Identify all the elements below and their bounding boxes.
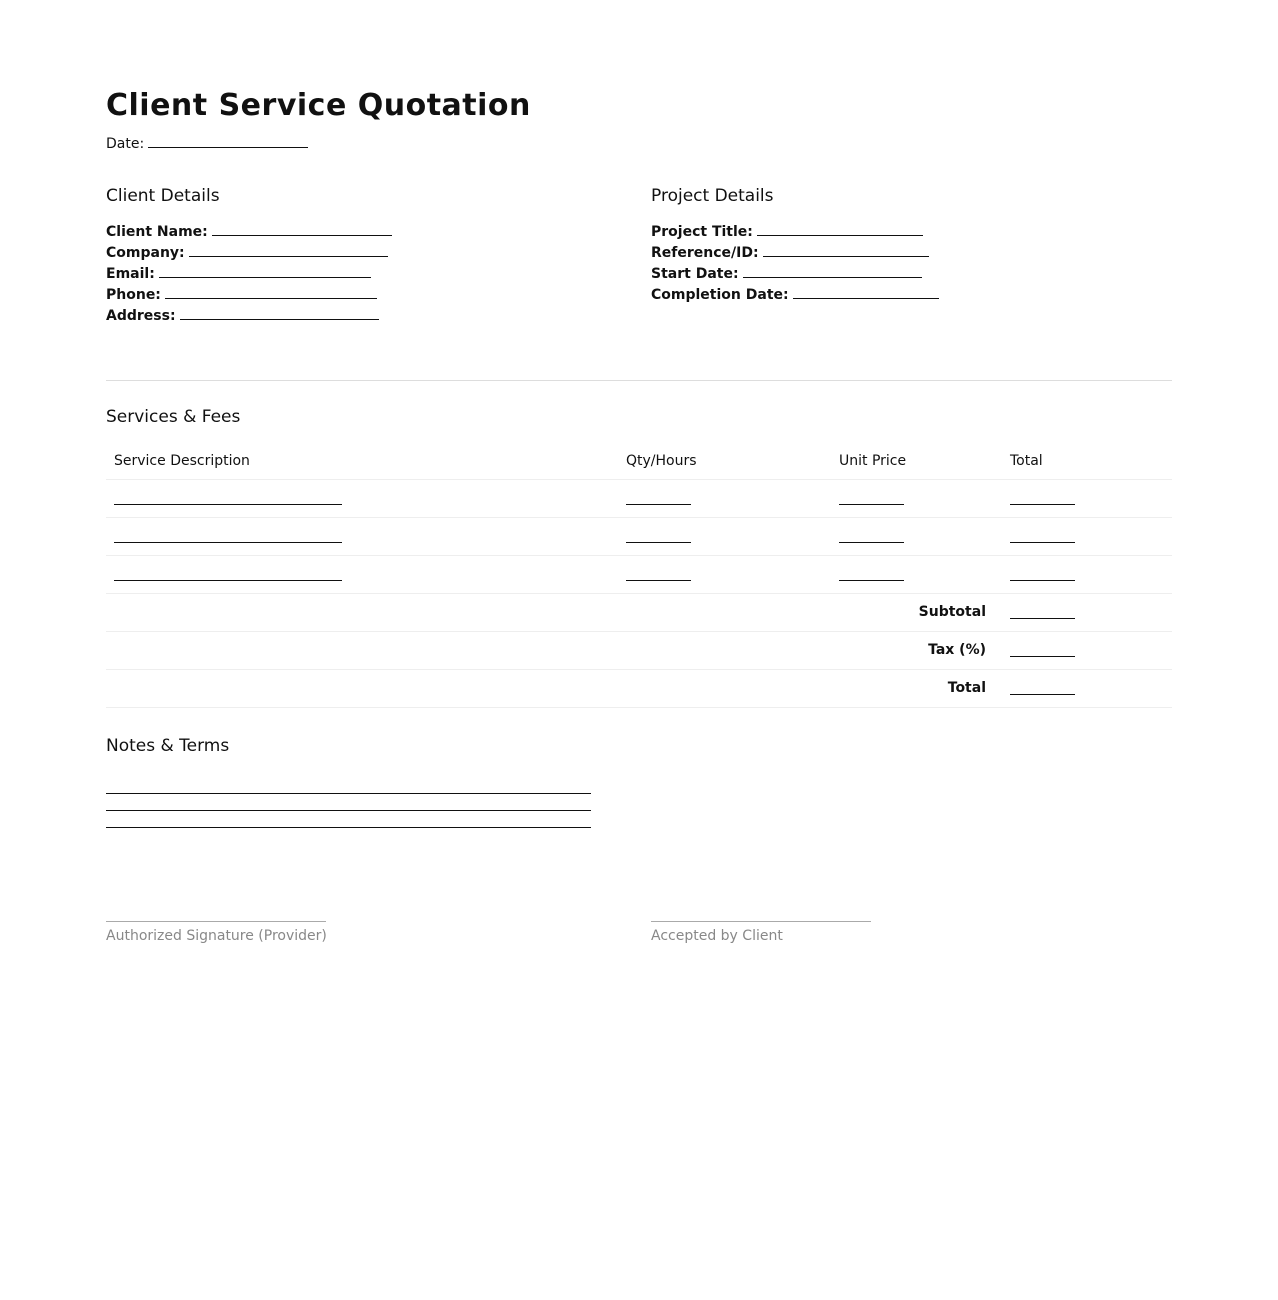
services-table (106, 443, 1172, 708)
field-label: Address: (106, 308, 176, 324)
column-header-total: Total (1002, 443, 1172, 479)
field-label: Start Date: (651, 266, 739, 282)
total-input-line[interactable] (1010, 493, 1075, 505)
qty-cell (618, 555, 831, 593)
qty-cell (618, 517, 831, 555)
client-fields (106, 222, 392, 327)
unit-price-cell (831, 479, 1002, 517)
qty-input-line[interactable] (626, 531, 691, 543)
qty-input-line[interactable] (626, 493, 691, 505)
date-label: Date: (106, 136, 145, 152)
phone-input-line[interactable] (165, 285, 377, 299)
date-input-line[interactable] (148, 134, 308, 148)
subtotal-row (106, 593, 1172, 631)
quotation-document (106, 86, 1172, 354)
provider-signature-line[interactable] (106, 921, 326, 922)
project-fields (651, 222, 939, 306)
unit-price-input-line[interactable] (839, 531, 904, 543)
field-label: Completion Date: (651, 287, 789, 303)
reference-id-input-line[interactable] (763, 243, 929, 257)
total-cell (1002, 555, 1172, 593)
notes-lines (106, 778, 706, 828)
section-divider (106, 380, 1172, 381)
grand-total-input-line[interactable] (1010, 683, 1075, 695)
completion-date-field (651, 285, 939, 306)
subtotal-cell (1002, 593, 1172, 631)
notes-input-line[interactable] (106, 778, 591, 794)
email-input-line[interactable] (159, 264, 371, 278)
tax-input-line[interactable] (1010, 645, 1075, 657)
address-input-line[interactable] (180, 306, 379, 320)
description-input-line[interactable] (114, 569, 342, 581)
qty-input-line[interactable] (626, 569, 691, 581)
provider-signature-label: Authorized Signature (Provider) (106, 928, 327, 944)
client-details (106, 184, 392, 327)
column-header-unit-price: Unit Price (831, 443, 1002, 479)
total-input-line[interactable] (1010, 569, 1075, 581)
grand-total-label: Total (106, 669, 1002, 707)
email-field (106, 264, 392, 285)
tax-row (106, 631, 1172, 669)
unit-price-cell (831, 555, 1002, 593)
field-label: Project Title: (651, 224, 753, 240)
total-input-line[interactable] (1010, 531, 1075, 543)
qty-cell (618, 479, 831, 517)
unit-price-input-line[interactable] (839, 569, 904, 581)
total-cell (1002, 517, 1172, 555)
notes-input-line[interactable] (106, 795, 591, 811)
tax-label: Tax (%) (106, 631, 1002, 669)
project-title-field (651, 222, 939, 243)
description-input-line[interactable] (114, 531, 342, 543)
grand-total-cell (1002, 669, 1172, 707)
client-signature-label: Accepted by Client (651, 928, 783, 944)
grand-total-row (106, 669, 1172, 707)
client-name-input-line[interactable] (212, 222, 392, 236)
phone-field (106, 285, 392, 306)
page-title: Client Service Quotation (106, 88, 531, 123)
table-row (106, 517, 1172, 555)
field-label: Reference/ID: (651, 245, 759, 261)
client-details-heading: Client Details (106, 186, 220, 206)
date-field (106, 134, 1172, 154)
unit-price-input-line[interactable] (839, 493, 904, 505)
total-cell (1002, 479, 1172, 517)
field-label: Phone: (106, 287, 161, 303)
field-label: Client Name: (106, 224, 208, 240)
table-row (106, 555, 1172, 593)
table-row (106, 479, 1172, 517)
column-header-description: Service Description (106, 443, 618, 479)
description-input-line[interactable] (114, 493, 342, 505)
tax-cell (1002, 631, 1172, 669)
company-input-line[interactable] (189, 243, 388, 257)
notes-heading: Notes & Terms (106, 736, 230, 756)
start-date-field (651, 264, 939, 285)
provider-signature (106, 921, 326, 944)
reference-id-field (651, 243, 939, 264)
field-label: Email: (106, 266, 155, 282)
unit-price-cell (831, 517, 1002, 555)
project-details-heading: Project Details (651, 186, 774, 206)
services-section (106, 405, 1172, 708)
client-signature (651, 921, 871, 944)
client-signature-line[interactable] (651, 921, 871, 922)
notes-section (106, 734, 706, 829)
services-heading: Services & Fees (106, 407, 241, 427)
company-field (106, 243, 392, 264)
notes-input-line[interactable] (106, 812, 591, 828)
client-name-field (106, 222, 392, 243)
completion-date-input-line[interactable] (793, 285, 939, 299)
project-title-input-line[interactable] (757, 222, 923, 236)
column-header-qty: Qty/Hours (618, 443, 831, 479)
description-cell (106, 479, 618, 517)
description-cell (106, 555, 618, 593)
subtotal-input-line[interactable] (1010, 607, 1075, 619)
subtotal-label: Subtotal (106, 593, 1002, 631)
start-date-input-line[interactable] (743, 264, 922, 278)
address-field (106, 306, 392, 327)
details-section (106, 184, 1172, 354)
table-header-row (106, 443, 1172, 479)
field-label: Company: (106, 245, 185, 261)
description-cell (106, 517, 618, 555)
project-details (651, 184, 939, 306)
